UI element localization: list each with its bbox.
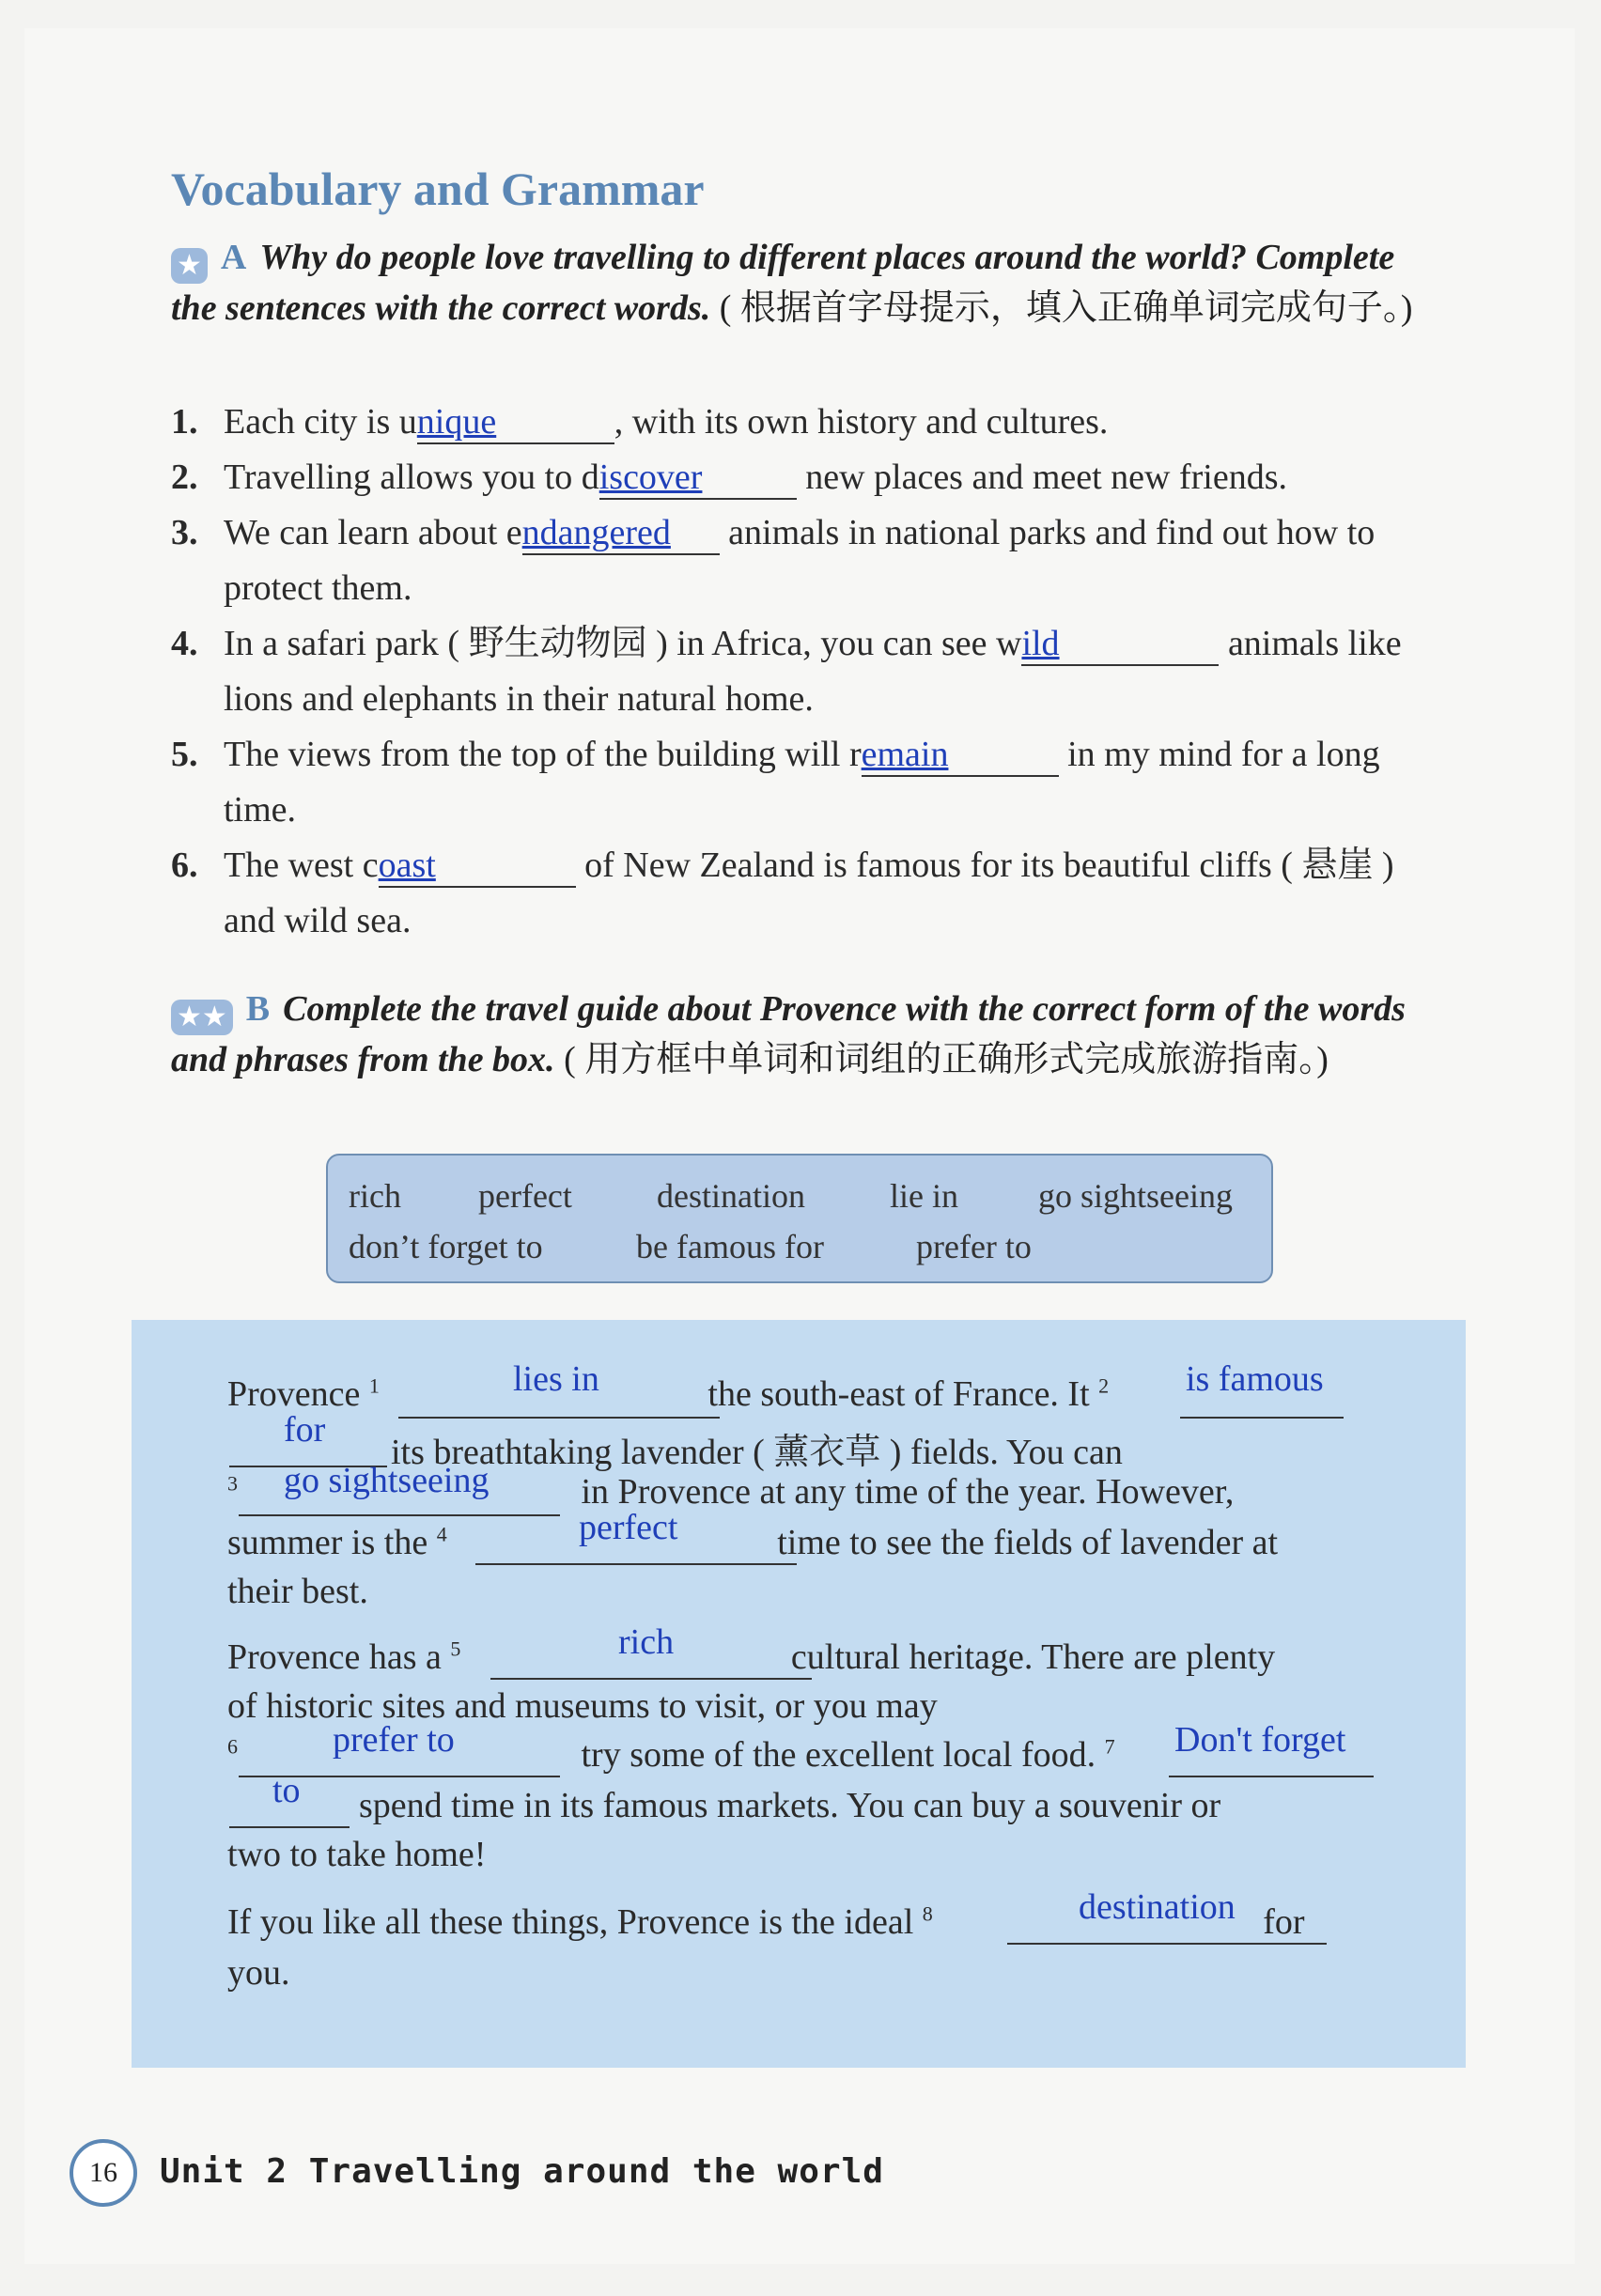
item-number: 1.	[171, 402, 198, 442]
answer-blank-2[interactable]	[1180, 1417, 1344, 1419]
blank-number: 2	[1098, 1373, 1110, 1398]
item-number: 2.	[171, 458, 198, 497]
blank-number: 1	[368, 1373, 380, 1398]
item-text: Travelling allows you to d	[224, 458, 599, 497]
handwritten-answer: lies in	[513, 1359, 599, 1399]
section-a-items	[171, 395, 1449, 949]
passage-text: in Provence at any time of the year. However,	[581, 1472, 1235, 1512]
answer-blank-4[interactable]	[475, 1563, 797, 1565]
item-number: 5.	[171, 735, 198, 774]
passage-text: the south-east of France. It	[707, 1374, 1090, 1414]
list-item	[171, 838, 1449, 949]
passage-line: you.	[227, 1953, 290, 1993]
item-number: 3.	[171, 513, 198, 552]
list-item	[171, 395, 1449, 450]
handwritten-answer: is famous	[1186, 1359, 1324, 1399]
section-a-letter: A	[220, 238, 247, 277]
passage-text: summer is the	[227, 1523, 428, 1562]
answer-blank-3[interactable]	[239, 1514, 560, 1516]
blank-number: 7	[1104, 1734, 1115, 1759]
one-star-icon: ★	[171, 248, 208, 284]
answer-blank-8[interactable]	[1007, 1943, 1327, 1945]
answer-blank[interactable]	[379, 845, 576, 888]
passage-line	[227, 1785, 1411, 1826]
passage-text: If you like all these things, Provence is the ideal	[227, 1902, 914, 1942]
handwritten-answer: emain	[861, 735, 949, 774]
passage-line: two to take home!	[227, 1835, 487, 1874]
list-item	[171, 616, 1449, 727]
section-b-instruction	[171, 985, 1430, 1084]
word-box-item: prefer to	[916, 1228, 1032, 1265]
passage-text: for	[1263, 1902, 1305, 1942]
passage-text: try some of the excellent local food.	[581, 1735, 1096, 1775]
answer-blank[interactable]	[599, 457, 797, 500]
passage-text: its breathtaking lavender ( 薰衣草 ) fields. You can	[391, 1433, 1123, 1472]
passage-line	[227, 1522, 1411, 1563]
handwritten-answer: Don't forget	[1174, 1720, 1346, 1760]
handwritten-answer: ild	[1021, 624, 1060, 663]
section-a-instruction-cn: ( 根据首字母提示，填入正确单词完成句子。)	[719, 288, 1413, 328]
passage-text: Provence has a	[227, 1637, 442, 1677]
answer-blank-7-cont[interactable]	[229, 1826, 350, 1828]
handwritten-answer: rich	[618, 1622, 675, 1662]
item-text: of New Zealand is famous for its beautiful cliffs ( 悬崖 ) and wild sea.	[224, 845, 1394, 940]
page-number: 16	[70, 2139, 137, 2207]
handwritten-answer: oast	[378, 845, 436, 885]
unit-title: Unit 2 Travelling around the world	[160, 2152, 884, 2191]
passage-line	[227, 1637, 1411, 1678]
answer-blank-1[interactable]	[398, 1417, 720, 1419]
item-text: new places and meet new friends.	[796, 458, 1288, 497]
handwritten-answer: destination	[1079, 1887, 1236, 1927]
answer-blank[interactable]	[1021, 623, 1219, 666]
blank-number: 8	[922, 1901, 933, 1926]
handwritten-answer: perfect	[579, 1508, 678, 1547]
section-b-letter: B	[245, 989, 271, 1029]
word-box-item: lie in	[890, 1177, 958, 1215]
item-text: Each city is u	[224, 402, 417, 442]
section-title: Vocabulary and Grammar	[171, 163, 705, 215]
handwritten-answer: nique	[416, 402, 497, 442]
section-a-instruction-text: Why do people love travelling to different places around the world? Complete the sentences with the correct words.	[171, 238, 1395, 328]
answer-blank[interactable]	[417, 401, 614, 444]
handwritten-answer: for	[284, 1410, 326, 1450]
handwritten-answer: ndangered	[521, 513, 671, 552]
answer-blank-5[interactable]	[490, 1678, 812, 1680]
answer-blank[interactable]	[522, 512, 720, 555]
blank-number: 3	[227, 1471, 238, 1496]
word-box	[326, 1154, 1273, 1283]
handwritten-answer: prefer to	[333, 1720, 455, 1760]
passage-text: cultural heritage. There are plenty	[790, 1637, 1276, 1677]
blank-number: 4	[436, 1522, 447, 1546]
item-text: animals like lions and elephants in their natural home.	[224, 624, 1402, 719]
word-box-item: go sightseeing	[1038, 1177, 1233, 1215]
passage-text: time to see the fields of lavender at	[777, 1523, 1279, 1562]
section-b-instruction-cn: ( 用方框中单词和词组的正确形式完成旅游指南。)	[564, 1040, 1329, 1079]
item-text: animals in national parks and find out how to protect them.	[224, 513, 1376, 608]
passage-text: spend time in its famous markets. You can buy a souvenir or	[359, 1786, 1221, 1825]
list-item	[171, 727, 1449, 838]
passage-text: Provence	[227, 1374, 361, 1414]
list-item	[171, 505, 1449, 616]
item-text: , with its own history and cultures.	[614, 402, 1109, 442]
answer-blank[interactable]	[862, 734, 1059, 777]
item-text: The views from the top of the building will r	[224, 735, 862, 774]
item-text: The west c	[224, 845, 379, 885]
handwritten-answer: to	[272, 1771, 301, 1810]
answer-blank-7[interactable]	[1169, 1776, 1374, 1777]
handwritten-answer: go sightseeing	[284, 1461, 490, 1500]
word-box-item: perfect	[478, 1177, 572, 1215]
item-text: In a safari park ( 野生动物园 ) in Africa, you can see w	[224, 624, 1022, 663]
word-box-item: be famous for	[636, 1228, 824, 1265]
handwritten-answer: iscover	[598, 458, 703, 497]
item-text: in my mind for a long time.	[224, 735, 1380, 830]
section-a-instruction	[171, 233, 1430, 333]
two-star-icon: ★★	[171, 1000, 233, 1035]
list-item	[171, 450, 1449, 505]
item-number: 4.	[171, 624, 198, 663]
word-box-item: destination	[657, 1177, 805, 1215]
passage-line: their best.	[227, 1572, 368, 1611]
word-box-item: rich	[349, 1177, 401, 1215]
blank-number: 6	[227, 1734, 238, 1759]
blank-number: 5	[450, 1637, 461, 1661]
passage-line: of historic sites and museums to visit, or you may	[227, 1686, 938, 1726]
word-box-item: don’t forget to	[349, 1228, 543, 1265]
section-b-instruction-text: Complete the travel guide about Provence with the correct form of the words and phrases from the box.	[171, 989, 1406, 1079]
item-text: We can learn about e	[224, 513, 522, 552]
item-number: 6.	[171, 845, 198, 885]
